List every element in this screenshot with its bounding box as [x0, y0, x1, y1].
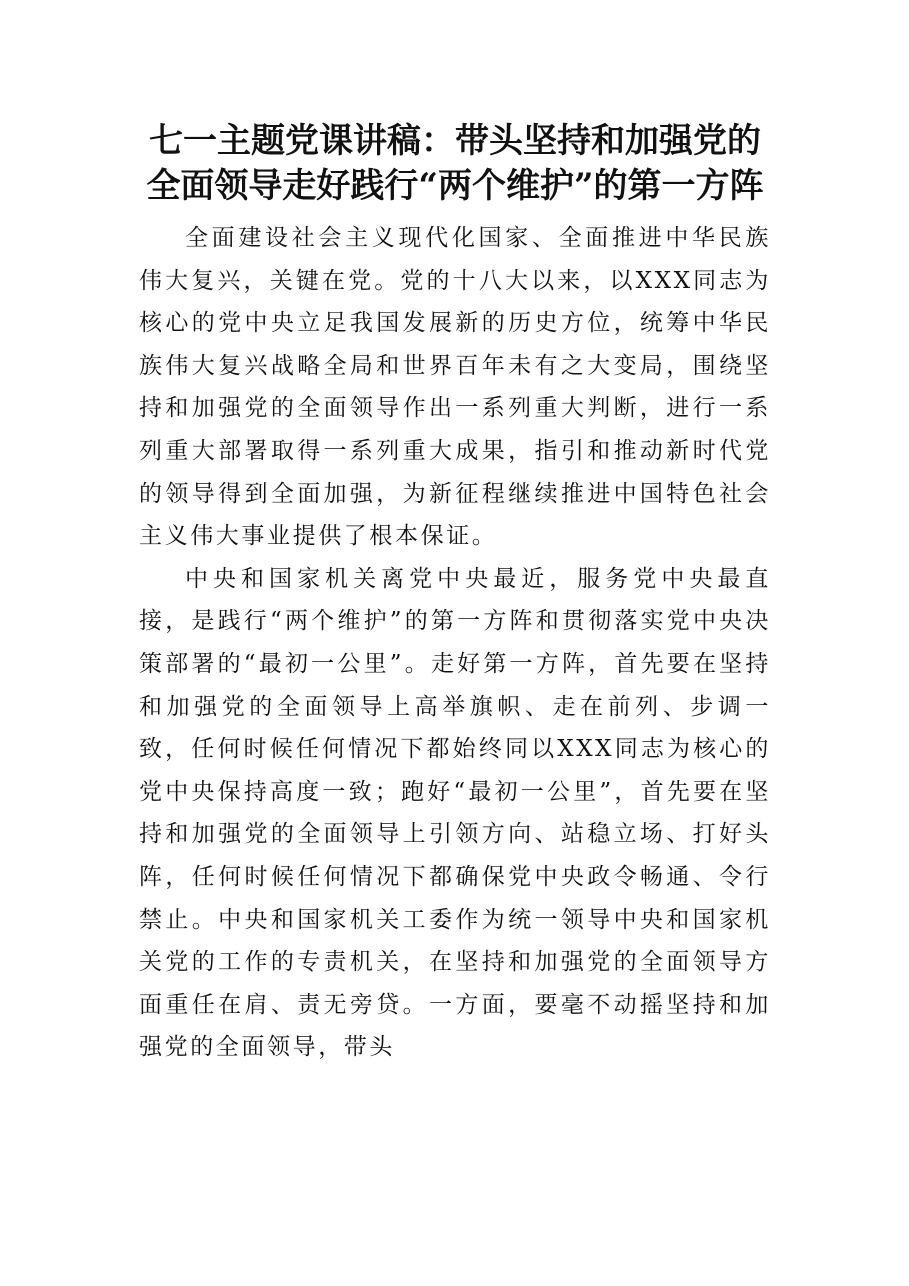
body-paragraph: 中央和国家机关离党中央最近，服务党中央最直接，是践行“两个维护”的第一方阵和贯彻落实党中央决策部署的“最初一公里”。走好第一方阵，首先要在坚持和加强党的全面领导上高举旗帜、走在前列、步调一致，任何时候任何情况下都始终同以XXX同志为核心的党中央保持高度一致；跑好“最初一公里”，首先要在坚持和加强党的全面领导上引领方向、站稳立场、打好头阵，任何时候任何情况下都确保党中央政令畅通、令行禁止。中央和国家机关工委作为统一领导中央和国家机关党的工作的专责机关，在坚持和加强党的全面领导方面重任在肩、责无旁贷。一方面，要毫不动摇坚持和加强党的全面领导，带头: [139, 565, 771, 1061]
body-paragraph: 全面建设社会主义现代化国家、全面推进中华民族伟大复兴，关键在党。党的十八大以来，以XXX同志为核心的党中央立足我国发展新的历史方位，统筹中华民族伟大复兴战略全局和世界百年未有之大变局，围绕坚持和加强党的全面领导作出一系列重大判断，进行一系列重大部署取得一系列重大成果，指引和推动新时代党的领导得到全面加强，为新征程继续推进中国特色社会主义伟大事业提供了根本保证。: [139, 225, 771, 550]
document-page: [139, 119, 771, 1069]
document-title: 七一主题党课讲稿：带头坚持和加强党的全面领导走好践行“两个维护”的第一方阵: [146, 121, 764, 206]
